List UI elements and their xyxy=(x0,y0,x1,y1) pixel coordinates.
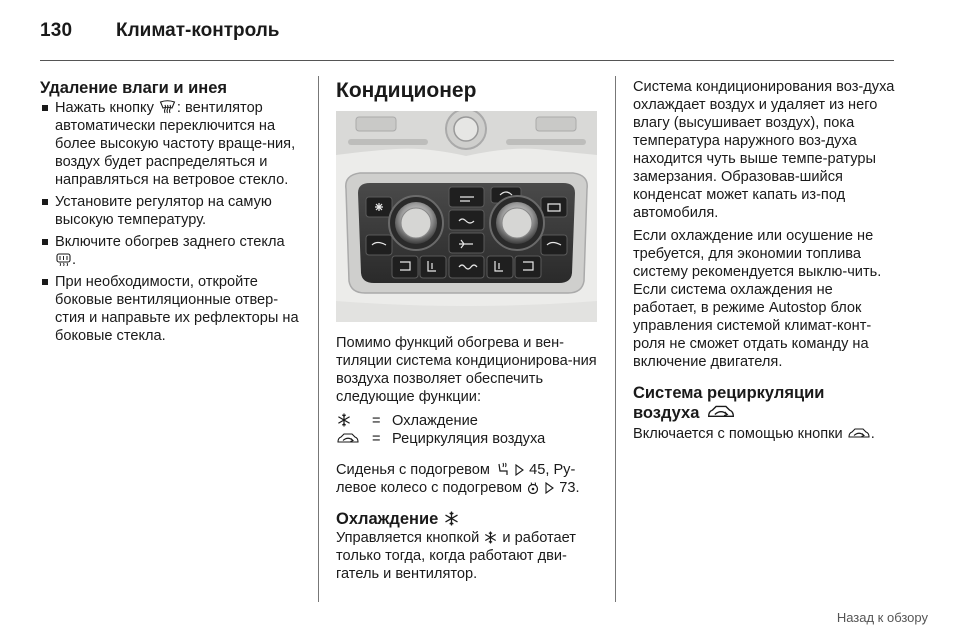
heated-seat-icon xyxy=(495,462,509,476)
legend-label: Рециркуляция воздуха xyxy=(392,431,546,447)
ac-economy-note: Если охлаждение или осушение не требуется, для экономии топлива систему рекомендуется выклю-чить. Если система охлаждения не работает, в режиме Autostop блок управления системой климат-конт-роля не сможет отдать команду на включение двигателя. xyxy=(633,228,882,370)
recirculation-icon xyxy=(848,427,870,440)
chapter-title: Климат-контроль xyxy=(116,20,280,41)
ac-heading: Кондиционер xyxy=(336,79,477,102)
legend-row: = Рециркуляция воздуха xyxy=(336,430,600,448)
heated-wheel-icon xyxy=(527,482,539,494)
column-ac-details xyxy=(633,78,898,443)
snowflake-icon xyxy=(484,531,497,544)
legend-label: Охлаждение xyxy=(392,413,478,429)
column-divider xyxy=(318,76,319,602)
bullet-item: Нажать кнопку : вентилятор автоматически переключится на более высокую частоту враще-ния, воздух будет распределяться и направляться на ветровое стекло. xyxy=(40,99,302,189)
recirculation-icon xyxy=(705,404,737,420)
defrost-heading: Удаление влаги и инея xyxy=(40,79,228,97)
page-reference-icon xyxy=(545,482,554,494)
cooling-heading: Охлаждение xyxy=(336,509,600,529)
function-legend xyxy=(336,412,600,448)
recirculation-text: Включается с помощью кнопки . xyxy=(633,426,875,442)
heated-seats-ref: Сиденья с подогревом 45, Ру- левое колесо с подогревом 73. xyxy=(336,462,580,496)
ac-description: Система кондиционирования воз-духа охлаждает воздух и удаляет из него влагу (высушивает воздух), пока температура наружного воз-духа находится чуть выше темпе-ратуры замерзания. Образовав-шийся конденсат может капать из-под автомобиля. xyxy=(633,79,895,221)
legend-row: = Охлаждение xyxy=(336,412,600,430)
column-defrost xyxy=(40,78,302,345)
bullet-item: При необходимости, откройте боковые вентиляционные отвер-стия и направьте их рефлекторы на боковые стекла. xyxy=(40,273,302,345)
recirculation-icon xyxy=(337,432,359,445)
cooling-text: Управляется кнопкой и работает только тогда, когда работают дви-гатель и вентилятор. xyxy=(336,530,576,582)
header-rule xyxy=(40,60,894,61)
column-air-conditioning xyxy=(336,78,600,583)
bullet-item: Установите регулятор на самую высокую температуру. xyxy=(40,193,302,229)
back-to-overview-link[interactable]: Назад к обзору xyxy=(836,610,928,625)
column-divider xyxy=(615,76,616,602)
page-number: 130 xyxy=(40,20,73,41)
recirculation-heading: Система рециркуляции воздуха xyxy=(633,384,825,422)
windshield-defrost-icon xyxy=(159,100,176,114)
snowflake-icon xyxy=(337,413,351,427)
ac-intro: Помимо функций обогрева и вен-тиляции система кондиционирова-ния воздуха позволяет обеспечить следующие функции: xyxy=(336,335,597,405)
snowflake-icon xyxy=(444,511,459,526)
climate-panel-photo xyxy=(336,111,597,322)
defrost-steps xyxy=(40,99,302,345)
page-reference-icon xyxy=(515,464,524,476)
bullet-item: Включите обогрев заднего стекла . xyxy=(40,233,302,269)
rear-window-heat-icon xyxy=(56,253,71,266)
